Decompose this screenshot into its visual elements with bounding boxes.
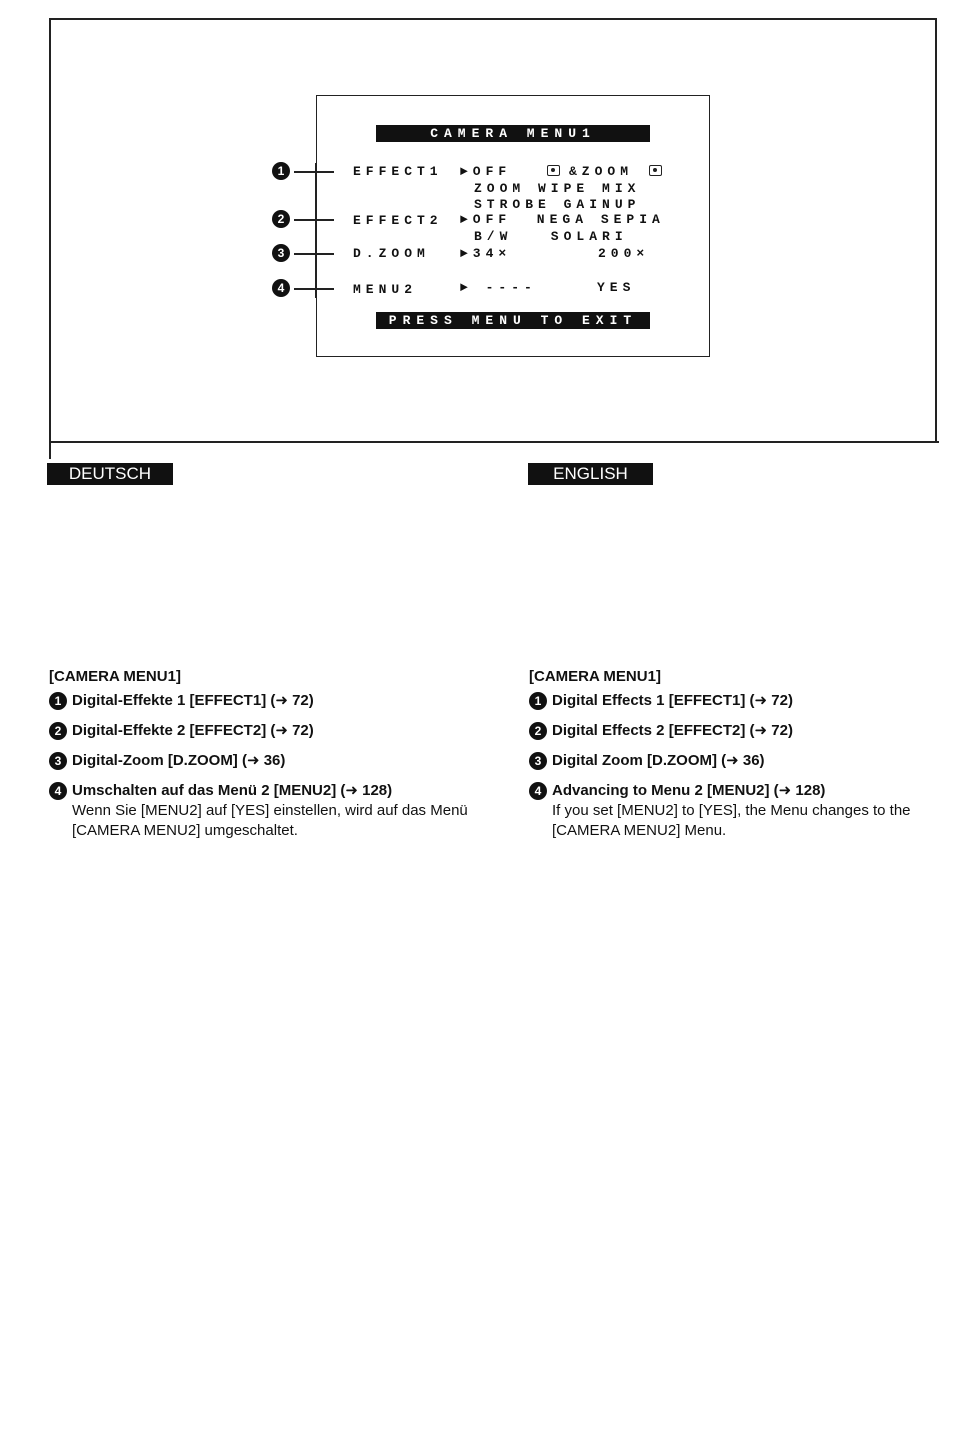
figure-frame-bottom <box>49 441 939 443</box>
dzoom-value-200x: 200× <box>598 246 650 261</box>
list-item <box>49 751 469 771</box>
figure-frame-tail <box>49 441 51 459</box>
effect1-label: EFFECT1 <box>353 164 443 179</box>
english-heading: [CAMERA MENU1] <box>529 668 661 685</box>
item-title: Advancing to Menu 2 [MENU2] (➜ 128) <box>552 782 826 799</box>
number-badge: 2 <box>529 722 547 740</box>
callout-3-badge: 3 <box>272 244 290 262</box>
number-badge: 1 <box>529 692 547 710</box>
dzoom-label: D.ZOOM <box>353 246 430 261</box>
callout-1-leader <box>294 171 334 173</box>
number-badge: 1 <box>49 692 67 710</box>
effect1-line2: ZOOM WIPE MIX <box>474 181 641 196</box>
number-badge: 3 <box>529 752 547 770</box>
item-description: Wenn Sie [MENU2] auf [YES] einstellen, wird auf das Menü [CAMERA MENU2] umgeschaltet. <box>72 802 468 839</box>
english-column <box>529 667 949 851</box>
effect2-line1: ►OFF NEGA SEPIA <box>460 212 665 227</box>
callout-2-badge: 2 <box>272 210 290 228</box>
tv-icon <box>648 164 663 179</box>
item-title: Digital Effects 1 [EFFECT1] (➜ 72) <box>552 692 793 709</box>
number-badge: 4 <box>49 782 67 800</box>
callout-4-leader <box>294 288 334 290</box>
deutsch-label: DEUTSCH <box>47 463 173 485</box>
callout-1-badge: 1 <box>272 162 290 180</box>
menu-title-bar: CAMERA MENU1 <box>376 125 650 142</box>
list-item <box>529 751 949 771</box>
list-item <box>49 781 469 841</box>
callout-2-leader <box>294 219 334 221</box>
list-item <box>529 781 949 841</box>
list-item <box>529 691 949 711</box>
item-title: Digital-Effekte 1 [EFFECT1] (➜ 72) <box>72 692 314 709</box>
item-description: If you set [MENU2] to [YES], the Menu changes to the [CAMERA MENU2] Menu. <box>552 802 911 839</box>
effect1-line3: STROBE GAINUP <box>474 197 641 212</box>
deutsch-heading: [CAMERA MENU1] <box>49 668 181 685</box>
effect2-label: EFFECT2 <box>353 213 443 228</box>
dzoom-value-34x: ►34× <box>460 246 512 261</box>
number-badge: 4 <box>529 782 547 800</box>
callout-3-leader <box>294 253 334 255</box>
effect1-zoom-option: &ZOOM <box>569 164 634 179</box>
item-title: Digital Effects 2 [EFFECT2] (➜ 72) <box>552 722 793 739</box>
callout-4-badge: 4 <box>272 279 290 297</box>
list-item <box>49 721 469 741</box>
effect1-off-option: ►OFF <box>460 164 512 179</box>
item-title: Digital Zoom [D.ZOOM] (➜ 36) <box>552 752 765 769</box>
number-badge: 3 <box>49 752 67 770</box>
item-title: Umschalten auf das Menü 2 [MENU2] (➜ 128) <box>72 782 393 799</box>
item-body <box>552 781 949 841</box>
callout-vertical-line <box>315 163 317 298</box>
tv-icon <box>546 164 561 179</box>
menu2-value-yes: YES <box>597 280 636 295</box>
list-item <box>529 721 949 741</box>
item-title: Digital-Zoom [D.ZOOM] (➜ 36) <box>72 752 286 769</box>
number-badge: 2 <box>49 722 67 740</box>
menu2-value-none: ► ---- <box>460 280 537 295</box>
effect2-line2: B/W SOLARI <box>474 229 628 244</box>
menu-footer-bar: PRESS MENU TO EXIT <box>376 312 650 329</box>
item-body <box>72 781 469 841</box>
list-item <box>49 691 469 711</box>
menu2-label: MENU2 <box>353 282 418 297</box>
english-label: ENGLISH <box>528 463 653 485</box>
item-title: Digital-Effekte 2 [EFFECT2] (➜ 72) <box>72 722 314 739</box>
deutsch-column <box>49 667 469 851</box>
